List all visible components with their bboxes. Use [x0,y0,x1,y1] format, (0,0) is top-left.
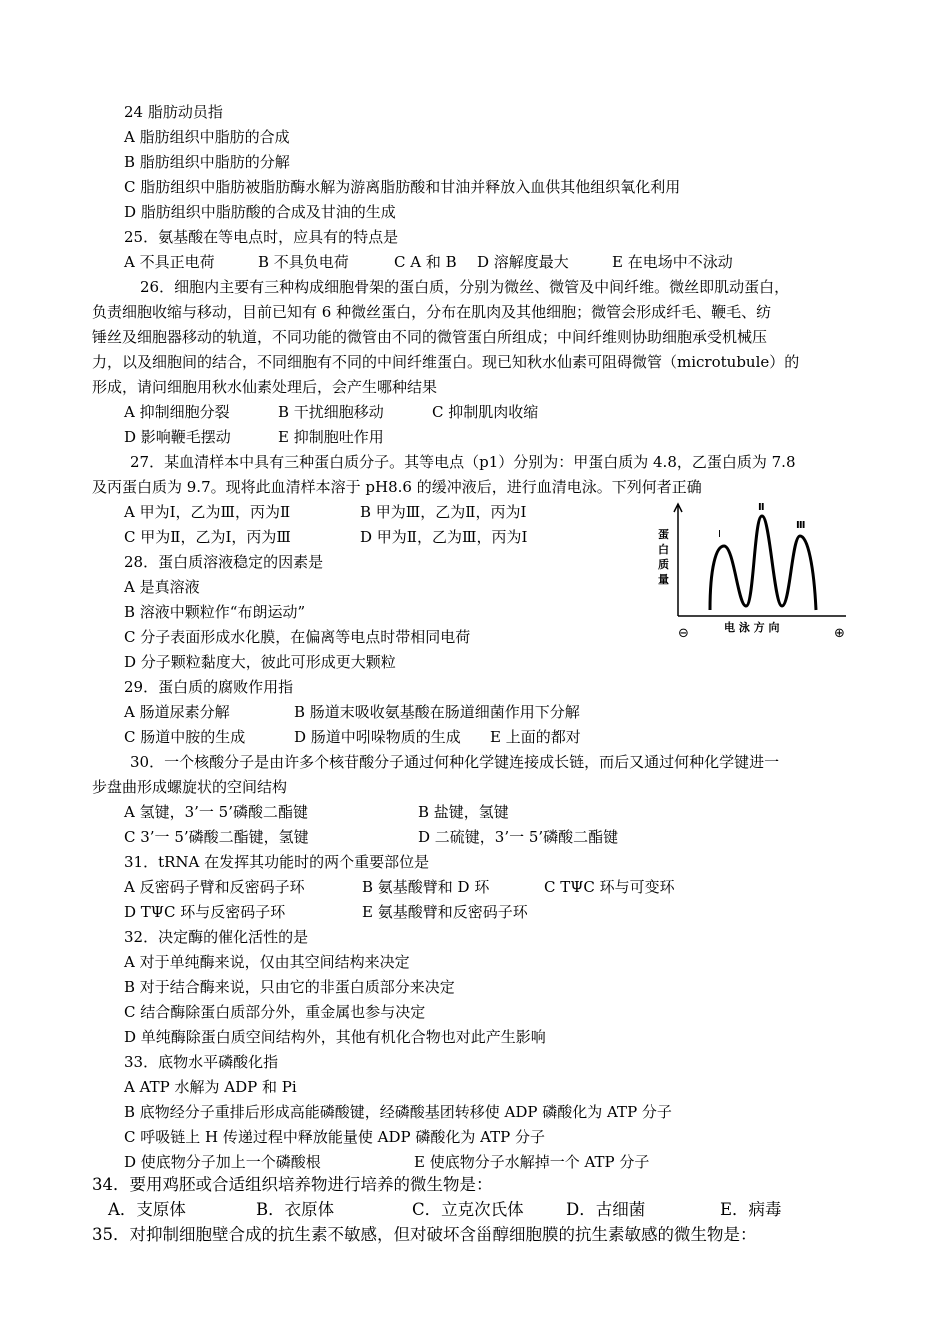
q26-line-5: 形成，请问细胞用秋水仙素处理后，会产生哪种结果 [92,378,438,396]
figure-ylabel-4: 量 [658,573,669,586]
q32-stem: 32．决定酶的催化活性的是 [124,928,309,946]
q31-options-row1 [124,876,675,898]
q26-options-row2 [124,426,384,448]
q27-option-c: C 甲为Ⅱ，乙为Ⅰ，丙为Ⅲ [124,528,291,546]
q25-option-c: C A 和 B [394,253,457,271]
q30-option-a: A 氢键，3’一 5’磷酸二酯键 [124,803,308,821]
figure-ylabel-2: 白 [658,543,669,556]
figure-peak-3: Ⅲ [796,520,806,531]
q31-option-c: C TΨC 环与可变环 [544,878,675,896]
q24-option-d: D 脂肪组织中脂肪酸的合成及甘油的生成 [124,203,396,221]
q26-option-c: C 抑制肌肉收缩 [432,403,539,421]
q27-option-b: B 甲为Ⅲ，乙为Ⅱ，丙为Ⅰ [360,503,527,521]
q34-option-d: D．古细菌 [566,1200,646,1219]
q29-option-e: E 上面的都对 [490,728,581,746]
figure-xlabel: 电 泳 方 向 [724,621,780,634]
q27-option-d: D 甲为Ⅱ，乙为Ⅲ，丙为Ⅰ [360,528,528,546]
figure-ylabel-1: 蛋 [658,528,669,541]
q34-option-a: A．支原体 [108,1200,186,1219]
q29-option-c: C 肠道中胺的生成 [124,728,246,746]
q25-option-d: D 溶解度最大 [477,253,569,271]
figure-plus-sign: ⊕ [834,626,845,641]
q30-option-c: C 3’一 5’磷酸二酯键，氢键 [124,828,309,846]
q31-stem: 31．tRNA 在发挥其功能时的两个重要部位是 [124,853,430,871]
q24-option-a: A 脂肪组织中脂肪的合成 [124,128,290,146]
electrophoresis-figure [650,498,860,646]
figure-peak-1: Ⅰ [718,529,721,540]
q35-stem: 35．对抑制细胞壁合成的抗生素不敏感，但对破坏含甾醇细胞膜的抗生素敏感的微生物是： [92,1225,757,1244]
q31-options-row2 [124,901,528,923]
q24-option-c: C 脂肪组织中脂肪被脂肪酶水解为游离脂肪酸和甘油并释放入血供其他组织氧化利用 [124,178,681,196]
q25-option-b: B 不具负电荷 [258,253,349,271]
q29-option-d: D 肠道中吲哚物质的生成 [294,728,461,746]
q33-option-a: A ATP 水解为 ADP 和 Pi [124,1078,297,1096]
q24-option-b: B 脂肪组织中脂肪的分解 [124,153,290,171]
q33-option-e: E 使底物分子水解掉一个 ATP 分子 [414,1153,650,1171]
q33-option-b: B 底物经分子重排后形成高能磷酸键，经磷酸基团转移使 ADP 磷酸化为 ATP 分子 [124,1103,672,1121]
q27-options-row1 [124,501,526,523]
q32-option-a: A 对于单纯酶来说，仅由其空间结构来决定 [124,953,410,971]
q28-stem: 28．蛋白质溶液稳定的因素是 [124,553,324,571]
q27-line-1: 27．某血清样本中具有三种蛋白质分子。其等电点（p1）分别为：甲蛋白质为 4.8，乙蛋白质为 7.8 [130,453,796,471]
q28-option-c: C 分子表面形成水化膜，在偏离等电点时带相同电荷 [124,628,471,646]
q32-option-d: D 单纯酶除蛋白质空间结构外，其他有机化合物也对此产生影响 [124,1028,546,1046]
figure-peak-2: Ⅱ [758,502,765,513]
q26-line-4: 力，以及细胞间的结合，不同细胞有不同的中间纤维蛋白。现已知秋水仙素可阻碍微管（microtubule）的 [92,353,800,371]
q27-option-a: A 甲为Ⅰ，乙为Ⅲ，丙为Ⅱ [124,503,291,521]
q34-option-c: C．立克次氏体 [412,1200,524,1219]
q34-option-e: E．病毒 [720,1200,782,1219]
q30-option-b: B 盐键，氢键 [418,803,509,821]
q29-stem: 29．蛋白质的腐败作用指 [124,678,294,696]
q28-option-b: B 溶液中颗粒作“布朗运动” [124,603,306,621]
q25-option-a: A 不具正电荷 [124,253,215,271]
figure-ylabel-3: 质 [658,558,669,571]
q34-stem: 34．要用鸡胚或合适组织培养物进行培养的微生物是： [92,1175,493,1194]
q31-option-d: D TΨC 环与反密码子环 [124,903,286,921]
q29-option-b: B 肠道末吸收氨基酸在肠道细菌作用下分解 [294,703,580,721]
q29-option-a: A 肠道尿素分解 [124,703,230,721]
q33-options-row [124,1151,649,1173]
q32-option-b: B 对于结合酶来说，只由它的非蛋白质部分来决定 [124,978,455,996]
figure-minus-sign: ⊖ [678,626,689,641]
q30-options-row2 [124,826,618,848]
q25-stem: 25．氨基酸在等电点时，应具有的特点是 [124,228,399,246]
q26-option-a: A 抑制细胞分裂 [124,403,230,421]
q29-options-row2 [124,726,581,748]
q26-options-row1 [124,401,538,423]
q26-option-d: D 影响鞭毛摆动 [124,428,231,446]
q25-option-e: E 在电场中不泳动 [612,253,733,271]
q33-option-c: C 呼吸链上 H 传递过程中释放能量使 ADP 磷酸化为 ATP 分子 [124,1128,545,1146]
q30-options-row1 [124,801,509,823]
q34-option-b: B．衣原体 [256,1200,335,1219]
q30-line-1: 30．一个核酸分子是由许多个核苷酸分子通过何种化学键连接成长链，而后又通过何种化学键进一 [130,753,780,771]
q33-stem: 33．底物水平磷酸化指 [124,1053,279,1071]
q30-option-d: D 二硫键，3’一 5’磷酸二酯键 [418,828,619,846]
q33-option-d: D 使底物分子加上一个磷酸根 [124,1153,321,1171]
q26-line-3: 锤丝及细胞器移动的轨道，不同功能的微管由不同的微管蛋白所组成；中间纤维则协助细胞承受机械压 [92,328,768,346]
q28-option-d: D 分子颗粒黏度大，彼此可形成更大颗粒 [124,653,396,671]
q25-options [124,251,733,273]
q31-option-e: E 氨基酸臂和反密码子环 [362,903,528,921]
q26-line-2: 负责细胞收缩与移动，目前已知有 6 种微丝蛋白，分布在肌肉及其他细胞；微管会形成纤毛、鞭毛、纺 [92,303,772,321]
q27-line-2: 及丙蛋白质为 9.7。现将此血清样本溶于 pH8.6 的缓冲液后，进行血清电泳。下列何者正确 [92,478,702,496]
q26-line-1: 26．细胞内主要有三种构成细胞骨架的蛋白质，分别为微丝、微管及中间纤维。微丝即肌动蛋白， [140,278,790,296]
q32-option-c: C 结合酶除蛋白质部分外，重金属也参与决定 [124,1003,426,1021]
q28-option-a: A 是真溶液 [124,578,200,596]
q31-option-b: B 氨基酸臂和 D 环 [362,878,490,896]
q27-options-row2 [124,526,527,548]
q34-options [108,1199,782,1221]
q29-options-row1 [124,701,580,723]
q26-option-b: B 干扰细胞移动 [278,403,384,421]
q24-stem: 24 脂肪动员指 [124,103,223,121]
q26-option-e: E 抑制胞吐作用 [278,428,384,446]
q30-line-2: 步盘曲形成螺旋状的空间结构 [92,778,288,796]
q31-option-a: A 反密码子臂和反密码子环 [124,878,305,896]
